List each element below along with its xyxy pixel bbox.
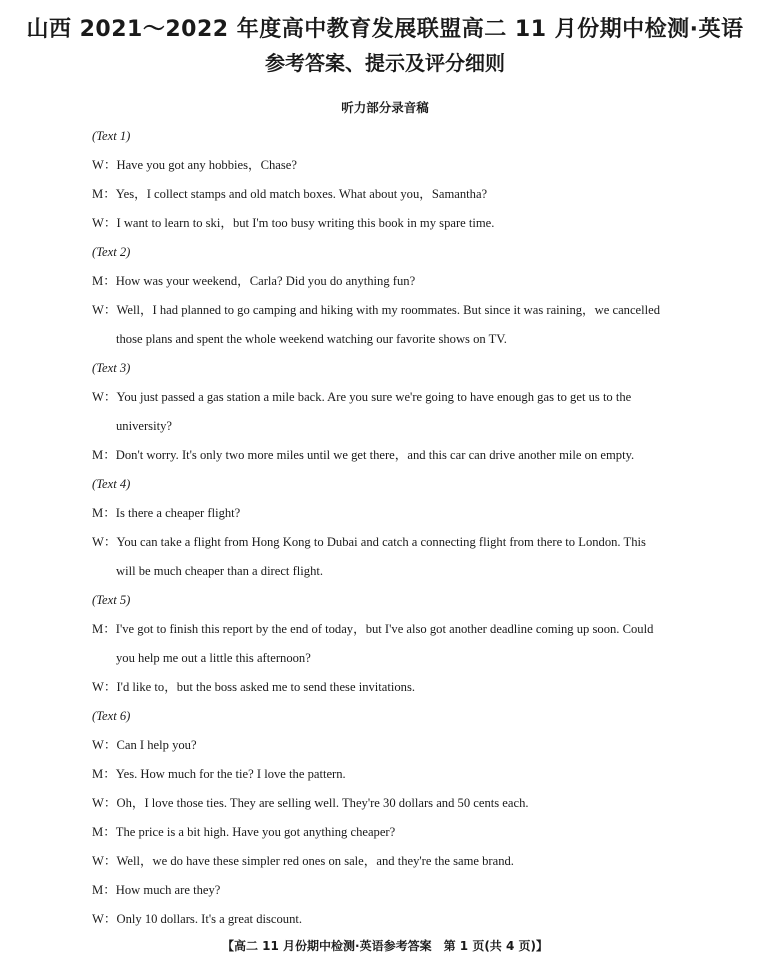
dialogue-line: M：I've got to finish this report by the end of today，but I've also got another deadline coming up soon. Could: [92, 622, 654, 636]
text-label-3: (Text 3): [92, 361, 131, 375]
dialogue-line: M：Yes，I collect stamps and old match boxes. What about you，Samantha?: [92, 187, 488, 201]
text-label-6: (Text 6): [92, 709, 131, 723]
text-label-5: (Text 5): [92, 593, 131, 607]
text-label-4: (Text 4): [92, 477, 131, 491]
dialogue-line: M：Yes. How much for the tie? I love the pattern.: [92, 767, 346, 781]
dialogue-line: W：I want to learn to ski，but I'm too busy writing this book in my spare time.: [92, 216, 495, 230]
dialogue-line: M：How was your weekend，Carla? Did you do anything fun?: [92, 274, 416, 288]
section-heading: 听力部分录音稿: [341, 100, 429, 115]
document-title: 山西 2021～2022 年度高中教育发展联盟高二 11 月份期中检测·英语: [26, 17, 744, 42]
document-subtitle: 参考答案、提示及评分细则: [265, 51, 505, 75]
dialogue-line: W：Only 10 dollars. It's a great discount.: [92, 912, 303, 926]
dialogue-line: M：The price is a bit high. Have you got anything cheaper?: [92, 825, 396, 839]
dialogue-line: W：Can I help you?: [92, 738, 197, 752]
dialogue-line: W：Well，we do have these simpler red ones on sale，and they're the same brand.: [92, 854, 514, 868]
dialogue-line: M：Is there a cheaper flight?: [92, 506, 241, 520]
dialogue-line-continuation: university?: [116, 419, 172, 433]
dialogue-line: M：Don't worry. It's only two more miles until we get there，and this car can drive another mile on empty.: [92, 448, 635, 462]
dialogue-line: M：How much are they?: [92, 883, 221, 897]
text-label-1: (Text 1): [92, 129, 131, 143]
text-label-2: (Text 2): [92, 245, 131, 259]
dialogue-line: W：I'd like to，but the boss asked me to send these invitations.: [92, 680, 416, 694]
dialogue-line-continuation: those plans and spent the whole weekend watching our favorite shows on TV.: [116, 332, 507, 346]
page-footer: 【高二 11 月份期中检测·英语参考答案 第 1 页(共 4 页)】: [222, 939, 548, 953]
dialogue-line-continuation: you help me out a little this afternoon?: [116, 651, 311, 665]
dialogue-line: W：You can take a flight from Hong Kong to Dubai and catch a connecting flight from there to London. This: [92, 535, 646, 549]
dialogue-line: W：Have you got any hobbies，Chase?: [92, 158, 297, 172]
dialogue-line: W：Well，I had planned to go camping and hiking with my roommates. But since it was raining，we cancelled: [92, 303, 661, 317]
dialogue-line: W：You just passed a gas station a mile back. Are you sure we're going to have enough gas to get us to the: [92, 390, 632, 404]
dialogue-line-continuation: will be much cheaper than a direct flight.: [116, 564, 324, 578]
dialogue-line: W：Oh，I love those ties. They are selling well. They're 30 dollars and 50 cents each.: [92, 796, 529, 810]
